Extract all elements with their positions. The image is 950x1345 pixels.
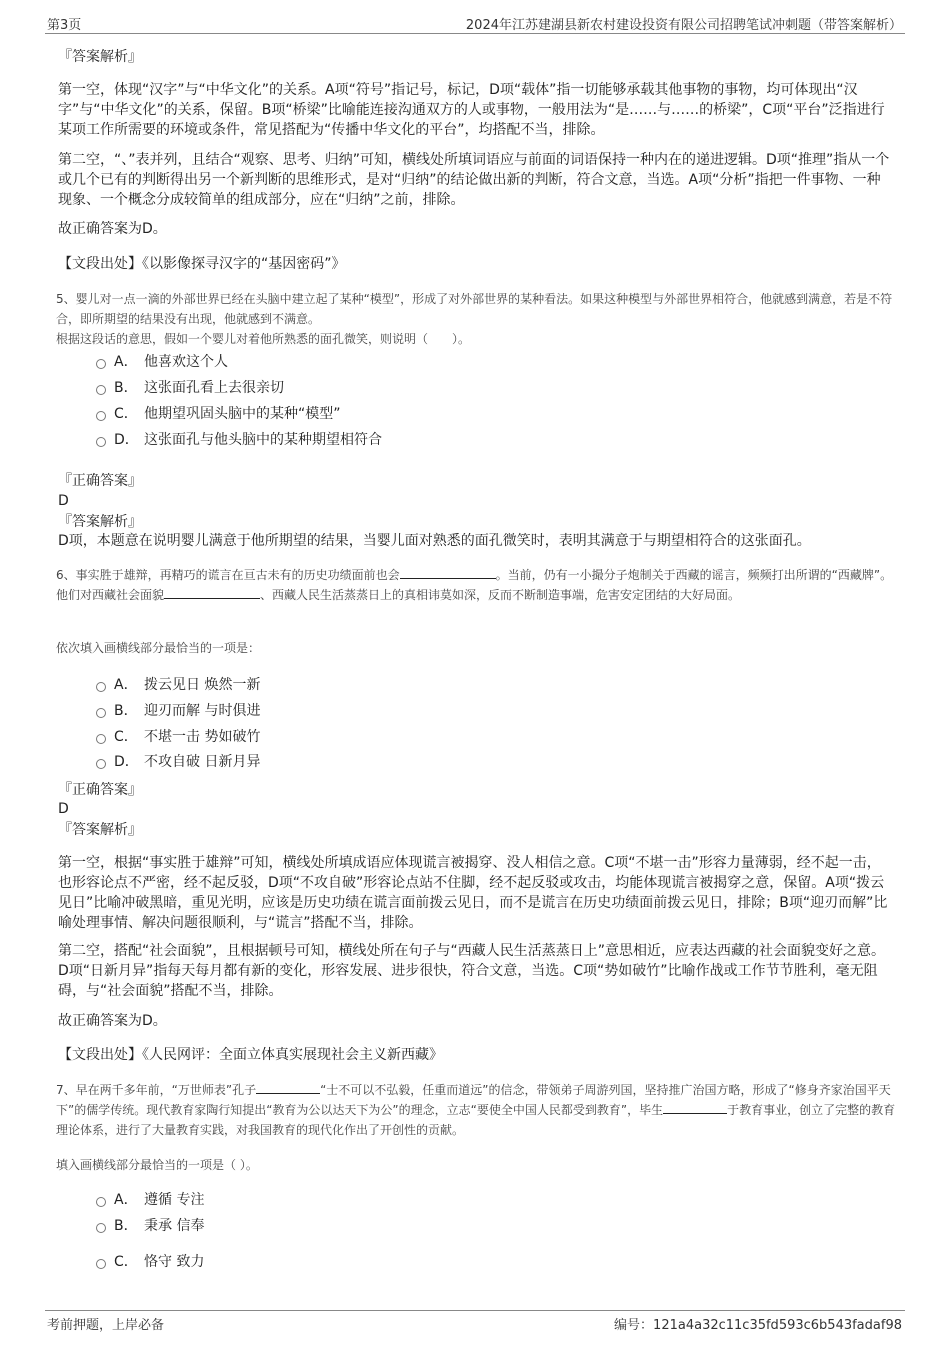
q5-option-b[interactable]: B． 这张面孔看上去很亲切 xyxy=(96,378,284,398)
radio-icon[interactable] xyxy=(96,411,106,421)
q6-conclusion: 故正确答案为D。 xyxy=(58,1013,167,1029)
document-title: 2024年江苏建湖县新农村建设投资有限公司招聘笔试冲刺题（带答案解析） xyxy=(465,18,902,33)
blank-2 xyxy=(663,1100,727,1114)
q6-analysis-label: 『答案解析』 xyxy=(58,822,142,838)
q6-option-b[interactable]: B． 迎刃而解 与时俱进 xyxy=(96,701,260,721)
q5-stem: 5、婴儿对一点一滴的外部世界已经在头脑中建立起了某种“模型”，形成了对外部世界的某种看法。如果这种模型与外部世界相符合，他就感到满意，若是不符合，即所期望的结果没有出现，他就感到不满意。 xyxy=(56,292,893,326)
q4-analysis-para2: 第二空，“、”表并列，且结合“观察、思考、归纳”可知，横线处所填词语应与前面的词语保持一种内在的递进逻辑。D项“推理”指从一个或几个已有的判断得出另一个新判断的思维形式，是对“归纳”的结论做出新的判断，符合文意，当选。A项“分析”指把一件事物、一种现象、一个概念分成较简单的组成部分，应在“归纳”之前，排除。 xyxy=(58,152,890,208)
q5-option-c[interactable]: C． 他期望巩固头脑中的某种“模型” xyxy=(96,404,341,424)
q6-option-c[interactable]: C． 不堪一击 势如破竹 xyxy=(96,727,260,747)
q7-prompt: 填入画横线部分最恰当的一项是（ ）。 xyxy=(56,1158,258,1172)
radio-icon[interactable] xyxy=(96,1223,106,1233)
q7-option-b[interactable]: B． 秉承 信奉 xyxy=(96,1216,204,1236)
q6-option-a[interactable]: A． 拨云见日 焕然一新 xyxy=(96,675,260,695)
radio-icon[interactable] xyxy=(96,1259,106,1269)
q5-answer-label: 『正确答案』 xyxy=(58,473,142,489)
q4-conclusion: 故正确答案为D。 xyxy=(58,221,167,237)
q5-answer: D xyxy=(58,493,69,509)
footer-divider xyxy=(45,1310,905,1311)
q5-option-a[interactable]: A． 他喜欢这个人 xyxy=(96,352,228,372)
q6-analysis-para2: 第二空，搭配“社会面貌”，且根据顿号可知，横线处所在句子与“西藏人民生活蒸蒸日上”意思相近，应表达西藏的社会面貌变好之意。D项“日新月异”指每天每月都有新的变化，形容发展、进步很快，符合文意，当选。C项“势如破竹”比喻作战或工作节节胜利，毫无阻碍，与“社会面貌”搭配不当，排除。 xyxy=(58,943,886,999)
q5-option-d[interactable]: D． 这张面孔与他头脑中的某种期望相符合 xyxy=(96,430,382,450)
q4-analysis-para1: 第一空，体现“汉字”与“中华文化”的关系。A项“符号”指记号，标记，D项“载体”指一切能够承载其他事物的事物，均可体现出“汉字”与“中华文化”的关系，保留。B项“桥梁”比喻能连接沟通双方的人或事物，一般用法为“是……与……的桥梁”，C项“平台”泛指进行某项工作所需要的环境或条件，常见搭配为“传播中华文化的平台”，均搭配不当，排除。 xyxy=(58,82,885,138)
q5-question: 根据这段话的意思，假如一个婴儿对着他所熟悉的面孔微笑，则说明（ ）。 xyxy=(56,332,471,346)
q6-source: 【文段出处】《人民网评：全面立体真实展现社会主义新西藏》 xyxy=(58,1047,443,1063)
blank-2 xyxy=(164,585,260,599)
radio-icon[interactable] xyxy=(96,682,106,692)
page-number: 第3页 xyxy=(47,18,82,33)
q4-source: 【文段出处】《以影像探寻汉字的“基因密码”》 xyxy=(58,256,346,272)
header-divider xyxy=(45,33,905,34)
q7-stem: 7、早在两千多年前，“万世师表”孔子 “士不可以不弘毅，任重而道远”的信念，带领弟子周游列国，坚持推广治国方略，形成了“修身齐家治国平天下”的儒学传统。现代教育家陶行知提出“教育为公以达天下为公”的理念，立志“要使全中国人民都受到教育”，毕生 于教育事业，创立了完整的教育理论体系，进行了大量教育实践，对我国教育的现代化作出了开创性的贡献。 xyxy=(56,1080,896,1140)
document-code: 编号：121a4a32c11c35fd593c6b543fadaf98 xyxy=(614,1318,902,1333)
q5-analysis: D项，本题意在说明婴儿满意于他所期望的结果，当婴儿面对熟悉的面孔微笑时，表明其满意于与期望相符合的这张面孔。 xyxy=(58,533,811,549)
q4-analysis-label: 『答案解析』 xyxy=(58,49,142,65)
q6-prompt: 依次填入画横线部分最恰当的一项是： xyxy=(56,641,261,655)
radio-icon[interactable] xyxy=(96,759,106,769)
q7-option-c[interactable]: C． 恪守 致力 xyxy=(96,1252,204,1272)
blank-1 xyxy=(400,565,496,579)
q7-option-a[interactable]: A． 遵循 专注 xyxy=(96,1190,204,1210)
q6-answer-label: 『正确答案』 xyxy=(58,782,142,798)
q6-option-d[interactable]: D． 不攻自破 日新月异 xyxy=(96,752,260,772)
q5-analysis-label: 『答案解析』 xyxy=(58,514,142,530)
radio-icon[interactable] xyxy=(96,385,106,395)
q6-answer: D xyxy=(58,801,69,817)
radio-icon[interactable] xyxy=(96,734,106,744)
radio-icon[interactable] xyxy=(96,359,106,369)
blank-1 xyxy=(256,1080,320,1094)
radio-icon[interactable] xyxy=(96,437,106,447)
radio-icon[interactable] xyxy=(96,708,106,718)
radio-icon[interactable] xyxy=(96,1197,106,1207)
q6-analysis-para1: 第一空，根据“事实胜于雄辩”可知，横线处所填成语应体现谎言被揭穿、没人相信之意。C项“不堪一击”形容力量薄弱，经不起一击，也形容论点不严密，经不起反驳，D项“不攻自破”形容论点站不住脚，经不起反驳或攻击，均能体现谎言被揭穿之意，保留。A项“拨云见日”比喻冲破黑暗，重见光明，应该是历史功绩在谎言面前拨云见日，而不是谎言在历史功绩面前拨云见日，排除；B项“迎刃而解”比喻处理事情、解决问题很顺利，与“谎言”搭配不当，排除。 xyxy=(58,855,888,931)
q6-stem: 6、事实胜于雄辩，再精巧的谎言在亘古未有的历史功绩面前也会 。当前，仍有一小撮分子炮制关于西藏的谣言，频频打出所谓的“西藏牌”。他们对西藏社会面貌 、西藏人民生活蒸蒸日上的真相讳莫如深，反而不断制造事端，危害安定团结的大好局面。 xyxy=(56,565,896,605)
footer-slogan: 考前押题，上岸必备 xyxy=(47,1318,165,1333)
